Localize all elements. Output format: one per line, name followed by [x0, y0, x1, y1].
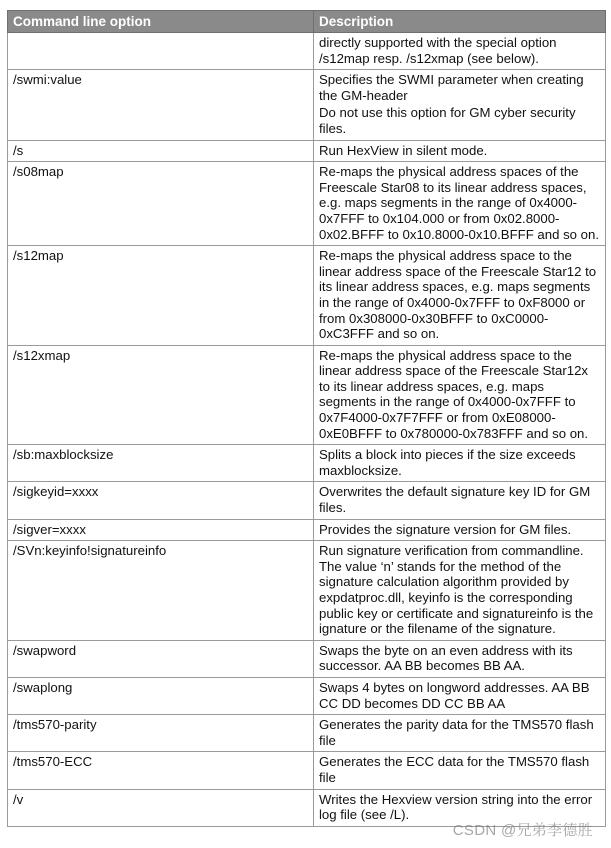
option-cell: /swmi:value	[8, 70, 314, 140]
description-paragraph: Re-maps the physical address spaces of the Freescale Star08 to its linear address spaces, e.g. maps segments in the range of 0x4000-0x7FFF to 0x104.000 or from 0x02.8000-0x02.BFFF to 0x10.8000-0x10.BFFF and so on.	[319, 164, 600, 242]
description-paragraph: Re-maps the physical address space to the linear address space of the Freescale Star12 to its linear address spaces, e.g. maps segments in the range of 0x4000-0x7FFF to 0xF8000 or from 0x308000-0x30BFFF to 0xC0000-0xC3FFF and so on.	[319, 248, 597, 342]
option-cell: /s12xmap	[8, 345, 314, 445]
option-cell: /swaplong	[8, 677, 314, 714]
description-paragraph: Run HexView in silent mode.	[319, 142, 488, 158]
table-row	[8, 715, 606, 752]
table-row	[8, 640, 606, 677]
command-line-options-table-wrapper	[7, 10, 605, 827]
command-line-options-table	[7, 10, 606, 827]
option-cell: /sigkeyid=xxxx	[8, 482, 314, 519]
table-row	[8, 445, 606, 482]
description-paragraph: Run signature verification from commandline. The value ‘n’ stands for the method of the signature calculation algorithm provided by expdatproc.dll, keyinfo is the corresponding public key or certificate and signatureinfo is the ignature or the filename of the signature.	[319, 543, 594, 637]
table-row	[8, 482, 606, 519]
description-paragraph: Overwrites the default signature key ID for GM files.	[319, 484, 591, 516]
description-cell	[314, 345, 606, 445]
description-cell	[314, 519, 606, 541]
option-cell: /s	[8, 140, 314, 162]
description-cell	[314, 482, 606, 519]
description-cell	[314, 445, 606, 482]
description-paragraph: Swaps 4 bytes on longword addresses. AA BB CC DD becomes DD CC BB AA	[319, 679, 590, 711]
description-paragraph: Specifies the SWMI parameter when creating the GM-header	[319, 72, 584, 103]
option-cell: /s12map	[8, 246, 314, 346]
table-row	[8, 752, 606, 789]
table-row	[8, 33, 606, 70]
table-row	[8, 345, 606, 445]
description-cell	[314, 752, 606, 789]
table-header-row	[8, 11, 606, 33]
option-cell: /sb:maxblocksize	[8, 445, 314, 482]
table-row	[8, 246, 606, 346]
description-paragraph: directly supported with the special option /s12map resp. /s12xmap (see below).	[319, 35, 557, 66]
table-row	[8, 162, 606, 246]
description-paragraph: Generates the parity data for the TMS570 flash file	[319, 717, 594, 748]
option-cell: /tms570-parity	[8, 715, 314, 752]
csdn-watermark: CSDN @兄弟李德胜	[452, 822, 593, 839]
description-cell	[314, 715, 606, 752]
option-cell: /sigver=xxxx	[8, 519, 314, 541]
option-cell: /s08map	[8, 162, 314, 246]
description-cell	[314, 70, 606, 140]
description-paragraph: Provides the signature version for GM files.	[319, 521, 572, 537]
option-cell: /tms570-ECC	[8, 752, 314, 789]
description-cell	[314, 246, 606, 346]
table-row	[8, 519, 606, 541]
description-paragraph: Writes the Hexview version string into the error log file (see /L).	[319, 791, 593, 823]
description-paragraph: Re-maps the physical address space to the linear address space of the Freescale Star12x to its linear address spaces, e.g. maps segments in the range of 0x4000-0x7FFF to 0x7F4000-0x7F7FFF or from 0xE08000-0xE0BFFF to 0x780000-0x783FFF and so on.	[319, 347, 589, 441]
description-paragraph: Splits a block into pieces if the size exceeds maxblocksize.	[319, 447, 576, 478]
table-body	[8, 33, 606, 827]
option-cell: /swapword	[8, 640, 314, 677]
description-paragraph: Swaps the byte on an even address with its successor. AA BB becomes BB AA.	[319, 642, 573, 674]
header-command-line-option: Command line option	[8, 11, 314, 33]
table-row	[8, 140, 606, 162]
description-paragraph: Generates the ECC data for the TMS570 flash file	[319, 754, 590, 785]
table-row	[8, 70, 606, 140]
option-cell: /v	[8, 789, 314, 826]
table-row	[8, 541, 606, 641]
option-cell: /SVn:keyinfo!signatureinfo	[8, 541, 314, 641]
description-cell	[314, 33, 606, 70]
description-paragraph: Do not use this option for GM cyber security files.	[319, 105, 576, 136]
description-cell	[314, 541, 606, 641]
description-cell	[314, 162, 606, 246]
header-description: Description	[314, 11, 606, 33]
description-cell	[314, 640, 606, 677]
table-row	[8, 677, 606, 714]
description-cell	[314, 677, 606, 714]
description-cell	[314, 140, 606, 162]
option-cell	[8, 33, 314, 70]
